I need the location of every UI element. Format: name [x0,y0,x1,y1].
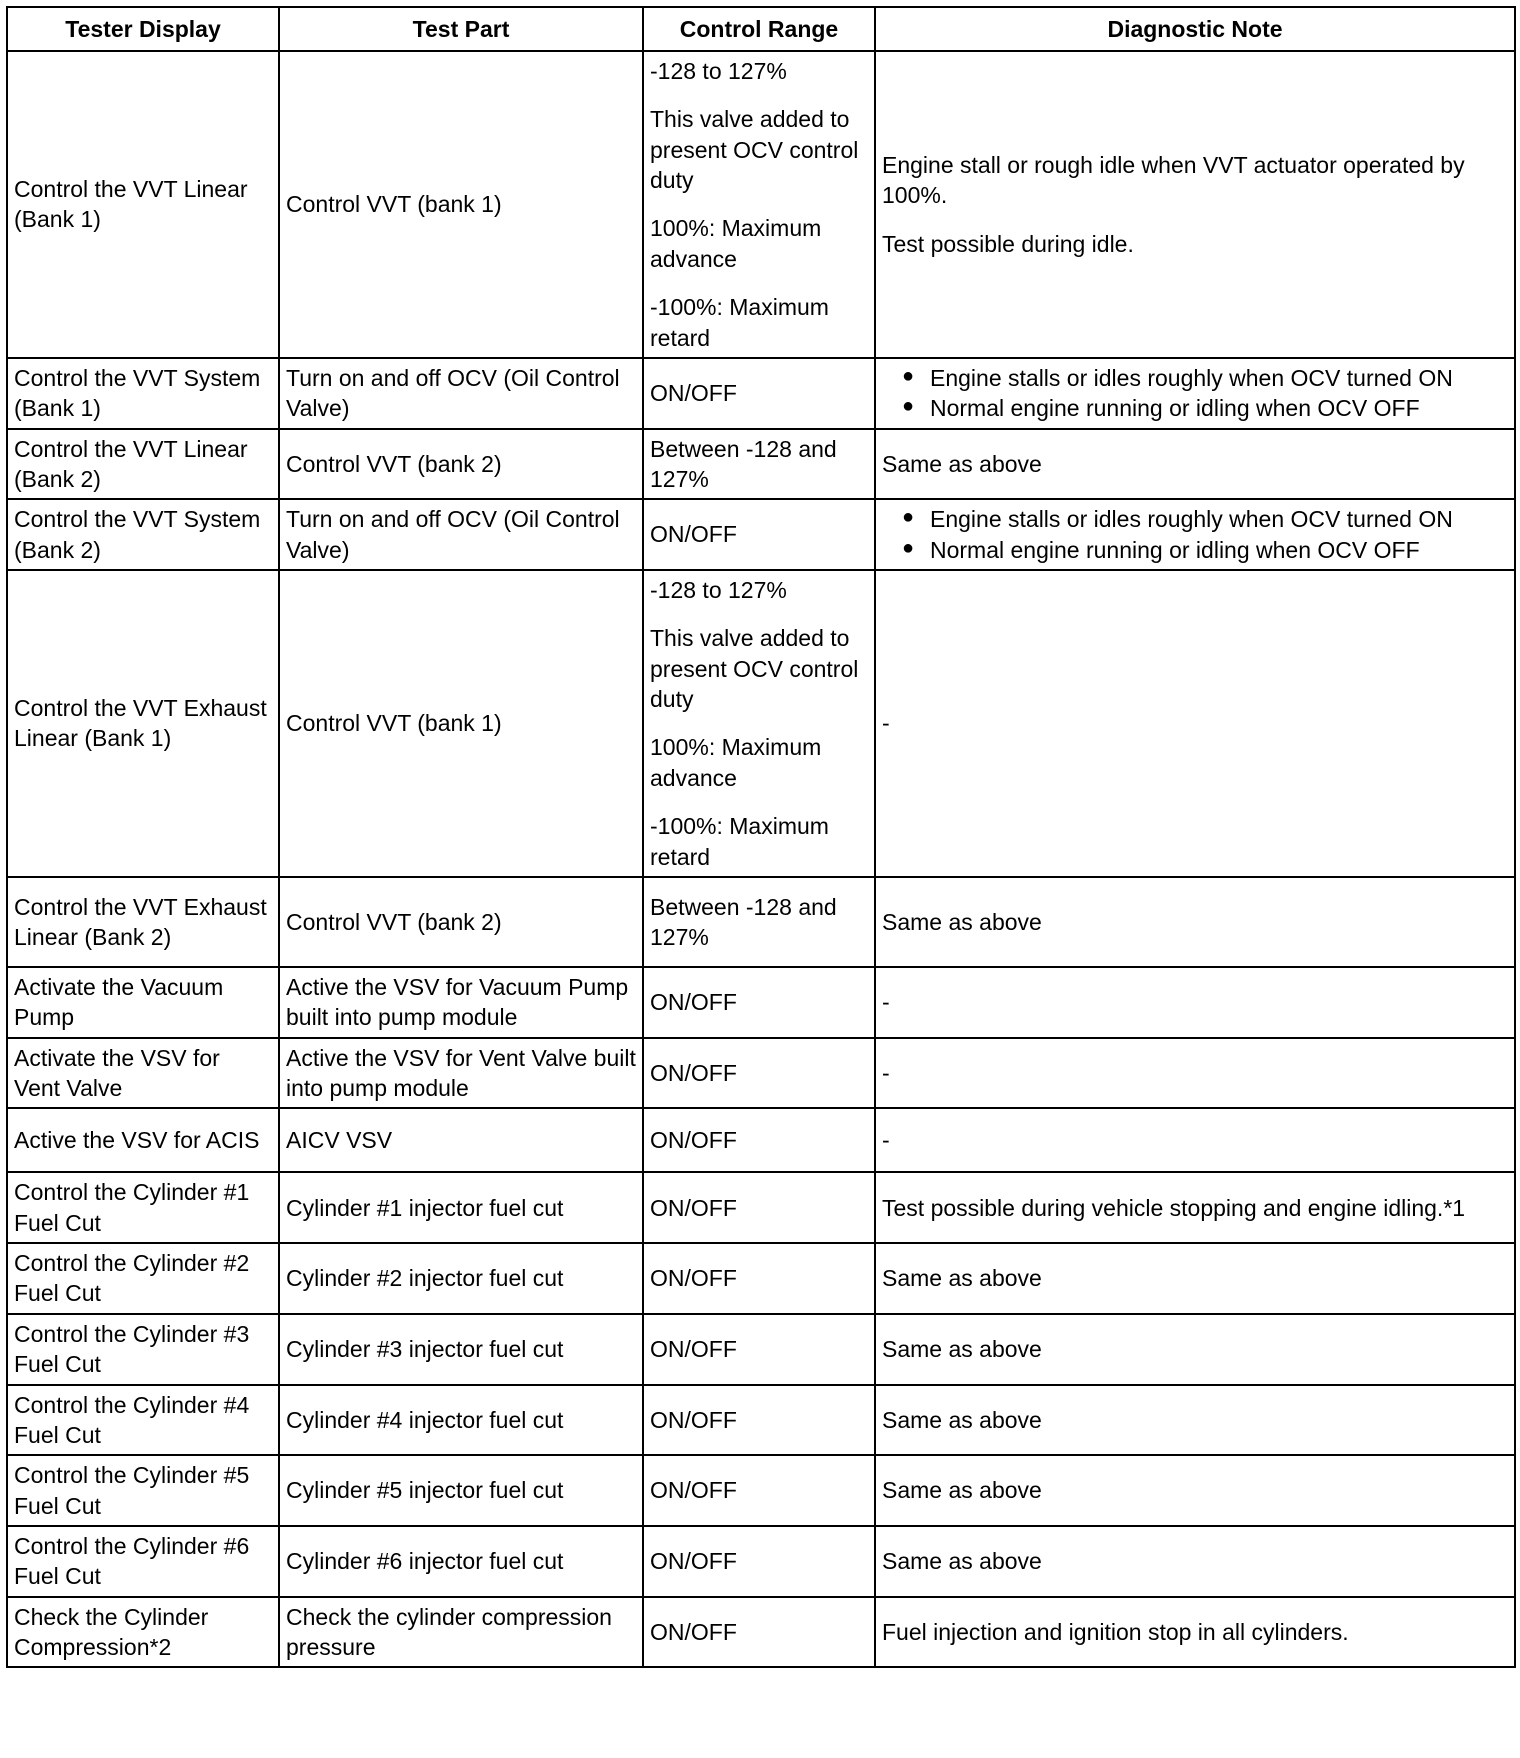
tester-display-cell: Control the Cylinder #2 Fuel Cut [7,1243,279,1314]
diagnostic-note-text: Same as above [882,450,1042,477]
control-range-cell [643,1038,875,1109]
table-row [7,1526,1515,1597]
diagnostic-note-text: Test possible during vehicle stopping and engine idling.*1 [882,1194,1466,1221]
control-range-cell [643,1597,875,1668]
tester-display-cell: Control the Cylinder #4 Fuel Cut [7,1385,279,1456]
table-row [7,429,1515,500]
tester-display-cell: Control the Cylinder #6 Fuel Cut [7,1526,279,1597]
diagnostic-note-text: Test possible during idle. [882,230,1134,257]
header-row [7,7,1515,51]
table-row [7,877,1515,967]
table-row [7,1038,1515,1109]
table-row [7,1385,1515,1456]
control-range-text: ON/OFF [650,521,737,548]
active-test-table [6,6,1516,1668]
diagnostic-note-cell [875,1243,1515,1314]
diagnostic-note-text: Engine stall or rough idle when VVT actuator operated by 100%. [882,151,1465,209]
table-row [7,1108,1515,1172]
control-range-text: ON/OFF [650,1194,737,1221]
diagnostic-note-cell [875,429,1515,500]
tester-display-cell: Control the VVT Exhaust Linear (Bank 2) [7,877,279,967]
control-range-cell [643,1385,875,1456]
diagnostic-note-bullet: ● Engine stalls or idles roughly when OCV turned ON [902,504,1508,534]
diagnostic-note-list [882,504,1508,565]
table-header [7,7,1515,51]
control-range-text: ON/OFF [650,1127,737,1154]
table-row [7,51,1515,358]
tester-display-cell: Control the VVT Linear (Bank 1) [7,51,279,358]
control-range-text: ON/OFF [650,1548,737,1575]
test-part-cell: Cylinder #3 injector fuel cut [279,1314,643,1385]
control-range-text: -100%: Maximum retard [650,813,829,870]
control-range-text: -128 to 127% [650,58,787,84]
tester-display-cell: Control the Cylinder #5 Fuel Cut [7,1455,279,1526]
tester-display-cell: Control the VVT Linear (Bank 2) [7,429,279,500]
tester-display-cell: Control the VVT System (Bank 1) [7,358,279,429]
control-range-text: ON/OFF [650,1059,737,1086]
test-part-cell: AICV VSV [279,1108,643,1172]
diagnostic-note-text: Same as above [882,1477,1042,1504]
diagnostic-note-list [882,363,1508,424]
tester-display-cell: Activate the VSV for Vent Valve [7,1038,279,1109]
header-control-range: Control Range [643,7,875,51]
diagnostic-note-cell [875,1172,1515,1243]
table-row [7,1243,1515,1314]
test-part-cell: Cylinder #4 injector fuel cut [279,1385,643,1456]
table-row [7,1455,1515,1526]
diagnostic-note-cell [875,1314,1515,1385]
control-range-cell [643,51,875,358]
control-range-text: ON/OFF [650,1618,737,1645]
diagnostic-note-text: - [882,1059,890,1086]
control-range-cell [643,499,875,570]
table-row [7,1172,1515,1243]
control-range-cell [643,1243,875,1314]
diagnostic-note-cell [875,570,1515,877]
control-range-text: ON/OFF [650,380,737,407]
control-range-text: -100%: Maximum retard [650,294,829,351]
diagnostic-note-cell [875,1385,1515,1456]
tester-display-cell: Control the Cylinder #1 Fuel Cut [7,1172,279,1243]
control-range-cell [643,358,875,429]
tester-display-cell: Control the VVT Exhaust Linear (Bank 1) [7,570,279,877]
control-range-cell [643,877,875,967]
test-part-cell: Cylinder #1 injector fuel cut [279,1172,643,1243]
control-range-cell [643,967,875,1038]
control-range-cell [643,429,875,500]
control-range-text: 100%: Maximum advance [650,215,822,272]
diagnostic-note-text: Same as above [882,1548,1042,1575]
diagnostic-note-text: - [882,989,890,1016]
diagnostic-note-cell [875,1038,1515,1109]
test-part-cell: Control VVT (bank 1) [279,570,643,877]
table-row [7,358,1515,429]
control-range-text: 100%: Maximum advance [650,734,822,791]
control-range-cell [643,1526,875,1597]
control-range-text: ON/OFF [650,989,737,1016]
diagnostic-note-text: - [882,710,890,737]
control-range-text: This valve added to present OCV control duty [650,625,859,713]
diagnostic-note-text: Same as above [882,1265,1042,1292]
control-range-cell [643,570,875,877]
diagnostic-note-bullet: ● Engine stalls or idles roughly when OCV turned ON [902,363,1508,393]
diagnostic-note-cell [875,1526,1515,1597]
diagnostic-note-cell [875,1597,1515,1668]
control-range-cell [643,1108,875,1172]
test-part-cell: Turn on and off OCV (Oil Control Valve) [279,358,643,429]
tester-display-cell: Active the VSV for ACIS [7,1108,279,1172]
control-range-text: Between -128 and 127% [650,435,837,492]
control-range-text: This valve added to present OCV control duty [650,106,859,194]
control-range-text: ON/OFF [650,1477,737,1504]
table-row [7,499,1515,570]
tester-display-cell: Activate the Vacuum Pump [7,967,279,1038]
control-range-cell [643,1314,875,1385]
control-range-text: ON/OFF [650,1335,737,1362]
diagnostic-note-cell [875,967,1515,1038]
control-range-text: Between -128 and 127% [650,893,837,950]
table-row [7,570,1515,877]
diagnostic-note-cell [875,358,1515,429]
diagnostic-note-cell [875,1108,1515,1172]
test-part-cell: Active the VSV for Vent Valve built into pump module [279,1038,643,1109]
table-row [7,1597,1515,1668]
diagnostic-note-bullet: ● Normal engine running or idling when OCV OFF [902,535,1508,565]
diagnostic-note-bullet: ● Normal engine running or idling when OCV OFF [902,393,1508,423]
tester-display-cell: Control the Cylinder #3 Fuel Cut [7,1314,279,1385]
test-part-cell: Active the VSV for Vacuum Pump built into pump module [279,967,643,1038]
control-range-text: ON/OFF [650,1406,737,1433]
table-body [7,51,1515,1667]
diagnostic-note-text: Fuel injection and ignition stop in all cylinders. [882,1618,1349,1645]
diagnostic-note-cell [875,1455,1515,1526]
test-part-cell: Control VVT (bank 1) [279,51,643,358]
control-range-text: -128 to 127% [650,577,787,604]
control-range-cell [643,1172,875,1243]
diagnostic-note-cell [875,499,1515,570]
diagnostic-note-text: Same as above [882,1335,1042,1362]
table-row [7,967,1515,1038]
test-part-cell: Check the cylinder compression pressure [279,1597,643,1668]
test-part-cell: Cylinder #6 injector fuel cut [279,1526,643,1597]
test-part-cell: Cylinder #2 injector fuel cut [279,1243,643,1314]
diagnostic-note-cell [875,877,1515,967]
tester-display-cell: Check the Cylinder Compression*2 [7,1597,279,1668]
diagnostic-note-text: - [882,1127,890,1154]
control-range-cell [643,1455,875,1526]
header-test-part: Test Part [279,7,643,51]
test-part-cell: Cylinder #5 injector fuel cut [279,1455,643,1526]
test-part-cell: Control VVT (bank 2) [279,877,643,967]
control-range-text: ON/OFF [650,1265,737,1292]
tester-display-cell: Control the VVT System (Bank 2) [7,499,279,570]
table-row [7,1314,1515,1385]
test-part-cell: Turn on and off OCV (Oil Control Valve) [279,499,643,570]
diagnostic-note-text: Same as above [882,1406,1042,1433]
header-tester-display: Tester Display [7,7,279,51]
diagnostic-note-text: Same as above [882,908,1042,935]
header-diagnostic-note: Diagnostic Note [875,7,1515,51]
test-part-cell: Control VVT (bank 2) [279,429,643,500]
diagnostic-note-cell [875,51,1515,358]
